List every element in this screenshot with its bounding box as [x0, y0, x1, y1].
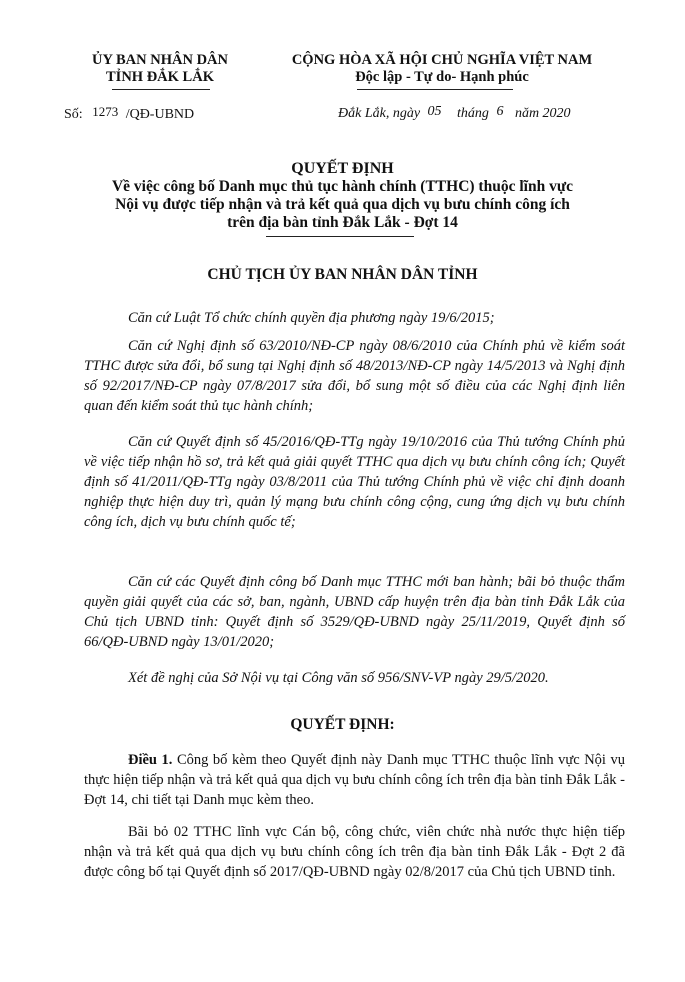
- document-number: [64, 106, 194, 123]
- preamble-item-1: [84, 308, 625, 328]
- article-1-label: Điều 1.: [128, 752, 173, 768]
- title-subject-3: trên địa bàn tỉnh Đắk Lắk - Đợt 14: [227, 214, 458, 231]
- article-1-paragraph-2: [84, 822, 625, 882]
- date-year: năm 2020: [514, 106, 571, 121]
- national-motto: [262, 52, 622, 86]
- title-subject-2: Nội vụ được tiếp nhận và trả kết quả qua dịch vụ bưu chính công ích: [115, 196, 570, 213]
- article-1: [84, 750, 625, 810]
- preamble-text: Căn cứ Nghị định số 63/2010/NĐ-CP ngày 08/6/2010 của Chính phủ về kiểm soát TTHC được sửa đổi, bổ sung tại Nghị định số 48/2013/NĐ-CP ngày 14/5/2013 và Nghị định số 92/2017/NĐ-CP ngày 07/8/2017 sửa đổi, bổ sung một số điều của các Nghị định liên quan đến kiểm soát thủ tục hành chính;: [84, 338, 625, 414]
- authority-line-2: TỈNH ĐẮK LẮK: [106, 69, 214, 85]
- title-subject-1: Về việc công bố Danh mục thủ tục hành chính (TTHC) thuộc lĩnh vực: [111, 178, 574, 195]
- date-day: 05: [427, 104, 442, 119]
- decision-title: [60, 160, 625, 232]
- document-date: [338, 106, 571, 122]
- decision-heading: QUYẾT ĐỊNH:: [290, 716, 395, 733]
- title-heading: QUYẾT ĐỊNH: [291, 160, 394, 177]
- preamble-text: Xét đề nghị của Sở Nội vụ tại Công văn số 956/SNV-VP ngày 29/5/2020.: [128, 670, 549, 686]
- preamble-item-3: [84, 432, 625, 532]
- authority-line-1: ỦY BAN NHÂN DÂN: [91, 52, 228, 68]
- preamble-text: Căn cứ các Quyết định công bố Danh mục TTHC mới ban hành; bãi bỏ thuộc thẩm quyền giải quyết của các sở, ban, ngành, UBND cấp huyện trên địa bàn tỉnh Đắk Lắk của Chủ tịch UBND tỉnh: Quyết định số 3529/QĐ-UBND ngày 25/11/2019, Quyết định số 66/QĐ-UBND ngày 13/01/2020;: [84, 574, 625, 650]
- preamble-text: Căn cứ Quyết định số 45/2016/QĐ-TTg ngày 19/10/2016 của Thủ tướng Chính phủ về việc tiếp nhận hồ sơ, trả kết quả giải quyết TTHC qua dịch vụ bưu chính công ích; Quyết định số 41/2011/QĐ-TTg ngày 03/8/2011 của Thủ tướng Chính phủ về việc chỉ định doanh nghiệp thực hiện duy trì, quản lý mạng bưu chính công cộng, cung ứng dịch vụ bưu chính công ích, dịch vụ bưu chính quốc tế;: [84, 434, 625, 530]
- article-1-para2-text: Bãi bỏ 02 TTHC lĩnh vực Cán bộ, công chức, viên chức nhà nước thực hiện tiếp nhận và trả kết quả qua dịch vụ bưu chính công ích trên địa bàn tỉnh Đắk Lắk - Đợt 2 đã được công bố tại Quyết định số 2017/QĐ-UBND ngày 02/8/2017 của Chủ tịch UBND tỉnh.: [84, 824, 625, 880]
- issuing-authority: [60, 52, 260, 86]
- number-label: Số:: [64, 107, 83, 122]
- motto-underline: [357, 89, 513, 90]
- preamble-item-2: [84, 336, 625, 416]
- date-place: Đắk Lắk, ngày: [338, 106, 421, 121]
- chairman-heading: CHỦ TỊCH ỦY BAN NHÂN DÂN TỈNH: [207, 266, 478, 283]
- title-underline: [266, 236, 414, 237]
- preamble-text: Căn cứ Luật Tổ chức chính quyền địa phương ngày 19/6/2015;: [128, 310, 495, 326]
- number-value: 1273: [92, 104, 119, 119]
- nation-name: CỘNG HÒA XÃ HỘI CHỦ NGHĨA VIỆT NAM: [291, 52, 593, 68]
- authority-underline: [112, 89, 210, 90]
- preamble-item-4: [84, 572, 625, 652]
- number-suffix: /QĐ-UBND: [125, 107, 195, 122]
- article-1-text: Công bố kèm theo Quyết định này Danh mục TTHC thuộc lĩnh vực Nội vụ thực hiện tiếp nhận và trả kết quả qua dịch vụ bưu chính công ích trên địa bàn tỉnh Đắk Lắk - Đợt 14, chi tiết tại Danh mục kèm theo.: [84, 752, 625, 808]
- preamble-item-5: [84, 668, 625, 688]
- motto-line: Độc lập - Tự do- Hạnh phúc: [355, 69, 529, 85]
- date-month-label: tháng: [457, 106, 489, 121]
- date-month: 6: [496, 104, 504, 119]
